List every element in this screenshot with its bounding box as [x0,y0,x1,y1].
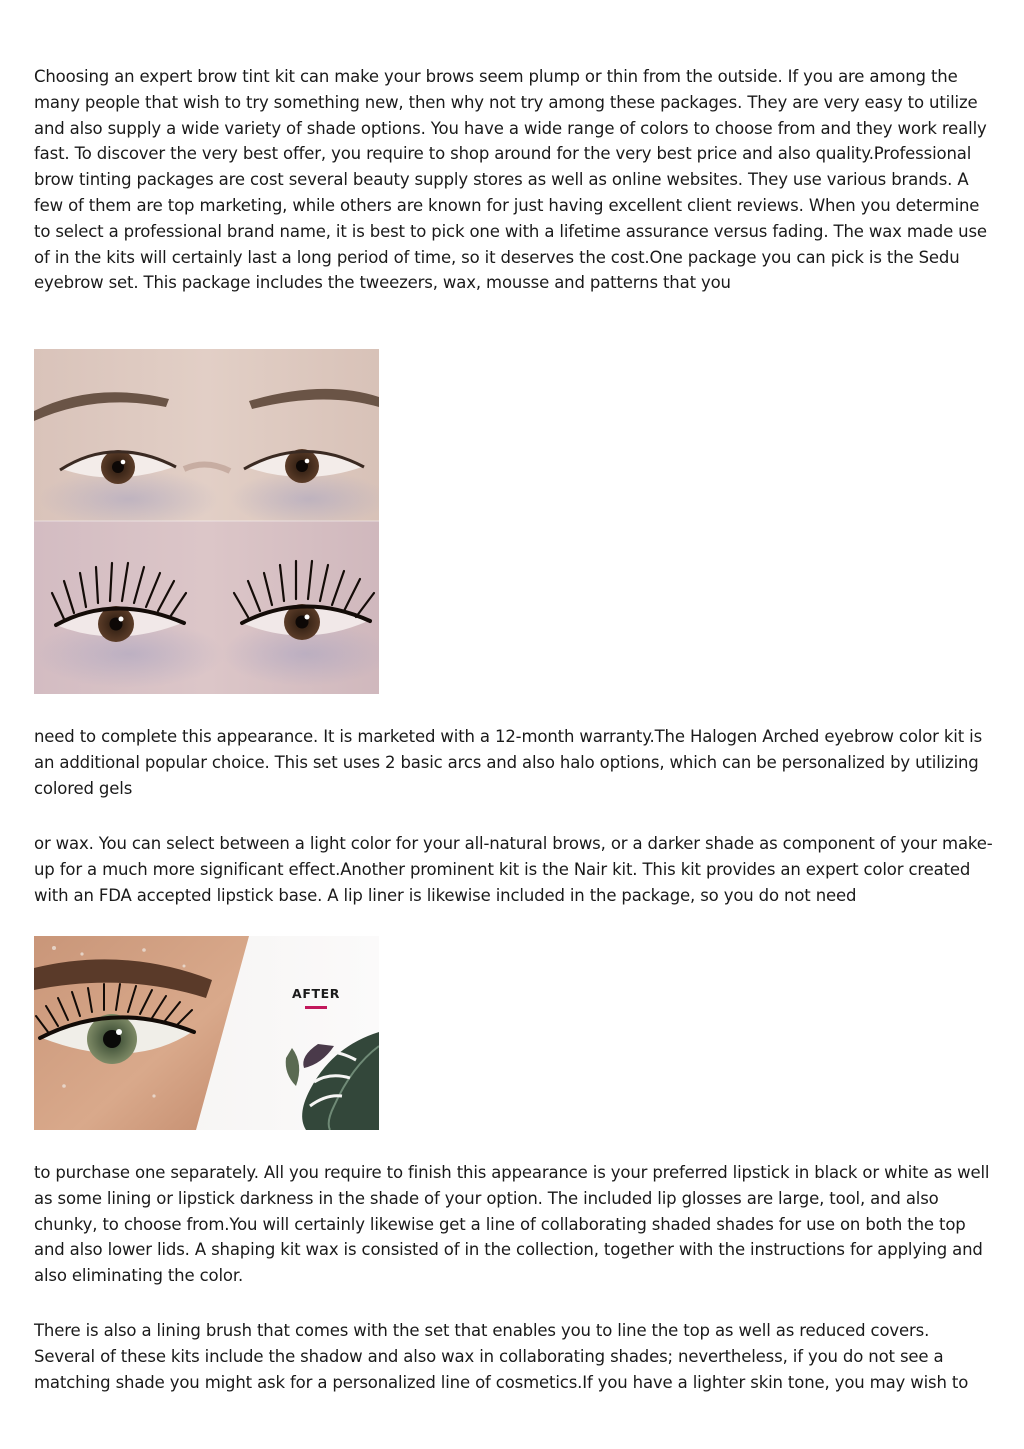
body-paragraph-4: to purchase one separately. All you require to finish this appearance is your preferred lipstick in black or white as well as some lining or lipstick darkness in the shade of your option. The included lip glosses are large, tool, and also chunky, to choose from.You will certainly likewise get a line of collaborating shaded shades for use on both the top and also lower lids. A shaping kit wax is consisted of in the collection, together with the instructions for applying and also eliminating the color. [34,1163,990,1286]
body-paragraph-5: There is also a lining brush that comes with the set that enables you to line the top as well as reduced covers. Several of these kits include the shadow and also wax in collaborating shades; nevertheless, if you do not see a matching shade you might ask for a personalized line of cosmetics.If you have a lighter skin tone, you may wish to [34,1321,969,1392]
eyelash-after-photo [34,936,379,1130]
eyelash-photo-illustration [34,936,379,1130]
body-paragraph-2: need to complete this appearance. It is marketed with a 12-month warranty.The Halogen Arched eyebrow color kit is an additional popular choice. This set uses 2 basic arcs and also halo options, which can be personalized by utilizing colored gels [34,727,983,798]
body-paragraph-3: or wax. You can select between a light color for your all-natural brows, or a darker shade as component of your make-up for a much more significant effect.Another prominent kit is the Nair kit. This kit provides an expert color created with an FDA accepted lipstick base. A lip liner is likewise included in the package, so you do not need [34,834,993,905]
eyes-before-after-photo [34,349,379,694]
body-paragraph-1: Choosing an expert brow tint kit can make your brows seem plump or thin from the outside. If you are among the many people that wish to try something new, then why not try among these packages. They are very easy to utilize and also supply a wide variety of shade options. You have a wide range of colors to choose from and they work really fast. To discover the very best offer, you require to shop around for the very best price and also quality.Professional brow tinting packages are cost several beauty supply stores as well as online websites. They use various brands. A few of them are top marketing, while others are known for just having excellent client reviews. When you determine to select a professional brand name, it is best to pick one with a lifetime assurance versus fading. The wax made use of in the kits will certainly last a long period of time, so it deserves the cost.One package you can pick is the Sedu eyebrow set. This package includes the tweezers, wax, mousse and patterns that you [34,67,987,293]
eyes-photo-illustration [34,349,379,694]
after-underline [305,1006,327,1009]
after-label: AFTER [292,986,340,1001]
